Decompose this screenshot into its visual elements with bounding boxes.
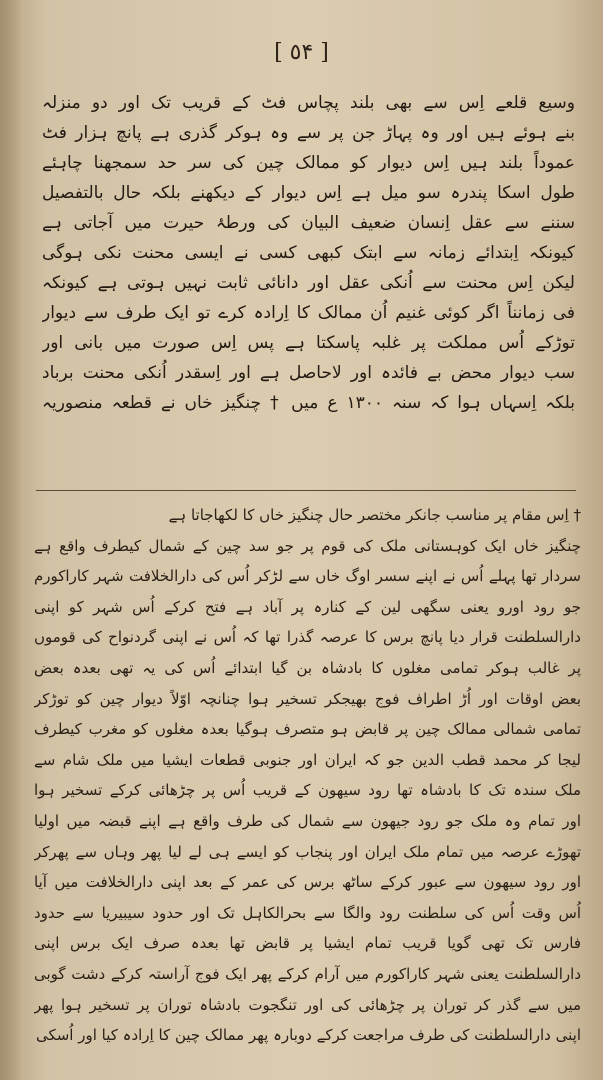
main-text-block xyxy=(42,88,575,418)
footnote-line: چنگیز خاں ایک کوہستانی ملک کی قوم پر جو سد چین کے شمال کیطرف واقع ہے xyxy=(34,536,581,555)
footnote-line: اپنی دارالسلطنت کی طرف مراجعت کرکے دوبارہ پھر ممالک چین کا اِرادہ کیا اور اُسکی xyxy=(35,1026,581,1045)
text-line: بلکہ اِسہاں ہوا کہ سنہ ۱۳۰۰ ع میں † چنگیز خاں نے قطعہ منصوریہ xyxy=(42,393,575,413)
footnote-line: دارالسلطنت یعنی شہر کاراکورم میں آرام کرکے پھر ایک فوج آراستہ کرکے دشت گوبی xyxy=(34,964,581,983)
text-line: طول اسکا پندرہ سو میل ہے اِس دیوار کے دیکھنے بلکہ حال بالتفصیل xyxy=(42,183,575,203)
text-line: عموداً بلند ہیں اِس دیوار کو ممالک چین کی سر حد سمجھنا چاہئے xyxy=(42,153,575,173)
footnote-line: بعض اوقات اور اُڑ اطراف فوج بھیجکر تسخیر ہوا چنانچہ اوّلاً دیوار چین کو توڑکر xyxy=(34,689,581,708)
footnote-line: دارالسلطنت قرار دیا پانچ برس کا عرصہ گذرا تھا کہ اُس نے اپنی گردنواح کی قوموں xyxy=(34,628,581,647)
footnote-divider xyxy=(36,490,576,491)
text-line: وسیع قلعے اِس سے بھی بلند پچاس فٹ کے قریب تک اور دو منزلہ xyxy=(42,93,575,113)
footnote-block xyxy=(34,500,581,1051)
text-line: بنے ہوئے ہیں اور وہ پہاڑ جن پر سے وہ ہوکر گذری ہے پانچ ہزار فٹ xyxy=(42,123,575,143)
page-number: [ ٥۴ ] xyxy=(274,40,329,65)
footnote-line: لیجا کر محمد قطب الدین جو کہ ایران اور جنوبی قطعات ایشیا میں ملک شام سے xyxy=(34,750,581,769)
footnote-line: اُس وقت اُس کی سلطنت رود والگا سے بحرالکاہل تک اور حدود سیبیریا سے حدود xyxy=(34,903,581,922)
footnote-line: میں سے گذر کر توران پر چڑھائی کی اور تنگجوت بادشاہ توران پر تسخیر ہوا پھر xyxy=(34,995,581,1014)
text-line: توڑکے اُس مملکت پر غلبہ پاسکتا ہے پس اِس صورت میں بانی اور xyxy=(42,333,575,353)
footnote-line: پر غالب ہوکر تمامی مغلوں کا بادشاہ بن گیا ابتدائے اُس کی یہ تھی بعدہ بعض xyxy=(34,658,581,677)
text-line: سننے سے عقل اِنسان ضعیف البیان کی ورطۂ حیرت میں آجاتی ہے xyxy=(42,213,575,233)
footnote-line: ملک سندہ تک کا بادشاہ تھا رود سیھون کے قریب اُس پر چڑھائی کرکے تسخیر ہوا xyxy=(34,781,581,800)
text-line: کیونکہ اِبتدائے زمانہ سے ابتک کبھی کسی نے ایسی محنت نکی ہوگی xyxy=(42,243,575,263)
footnote-line: † اِس مقام پر مناسب جانکر مختصر حال چنگیز خاں کا لکھاجاتا ہے xyxy=(168,506,581,524)
text-line: لیکن اِس محنت سے اُنکی عقل اور دانائی ثابت نہیں ہوتی ہے کیونکہ xyxy=(42,273,575,293)
footnote-line: اور تمام وہ ملک جو رود جیھون سے شمال کی طرف واقع ہے اپنے قبضہ میں اولیا xyxy=(34,811,581,830)
footnote-line: جو رود اورو یعنی سگھی لین کے کنارہ پر آباد ہے فتح کرکے اُس شہر کو اپنی xyxy=(34,597,581,616)
footnote-line: تمامی شمالی ممالک چین پر قابض ہو متصرف ہوگیا بعدہ مغلوں کو مغرب کیطرف xyxy=(34,720,581,739)
text-line: سب دیوار محض بے فائدہ اور لاحاصل ہے اور اِسقدر اُنکی محنت برباد xyxy=(42,363,575,383)
text-line: فی زمانناً اگر کوئی غنیم اُن ممالک کا اِرادہ کرے تو ایک طرف سے دیوار xyxy=(42,303,575,323)
footnote-line: تھوڑے عرصہ میں تمام ملک ایران اور پنجاب کو ایسے ہی لے لیا پھر وہاں سے پھرکر xyxy=(34,842,581,861)
footnote-line: اور رود سیھون سے عبور کرکے ساٹھ برس کی عمر کے بعد اپنی دارالخلافت میں آیا xyxy=(34,873,581,892)
footnote-line: سردار تھا پہلے اُس نے اپنے سسر اوگ خاں سے لڑکر اُس کی دارالخلافت شہر کاراکورم xyxy=(34,567,581,586)
footnote-line: فارس تک تھی گویا قریب تمام ایشیا پر قابض تھا بعدہ صرف ایک برس اپنی xyxy=(34,934,581,953)
